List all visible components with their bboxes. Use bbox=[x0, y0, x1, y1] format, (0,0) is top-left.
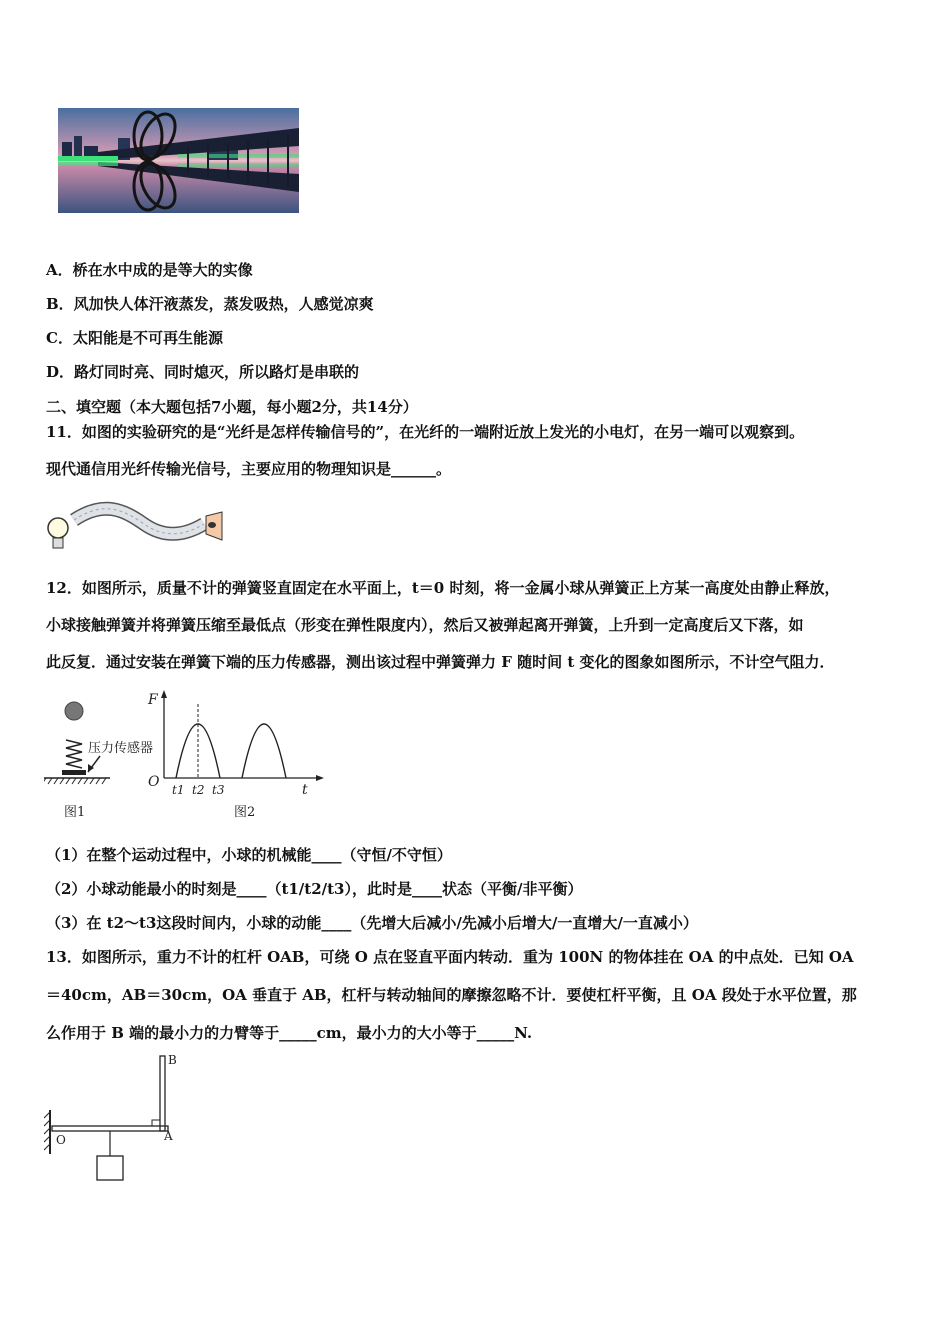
spring-figure bbox=[44, 690, 324, 826]
fig1-caption: 图1 bbox=[64, 805, 86, 820]
option-b: B．风加快人体汗液蒸发，蒸发吸热，人感觉凉爽 bbox=[46, 295, 374, 313]
q13-line2: ＝40cm，AB＝30cm，OA 垂直于 AB，杠杆与转动轴间的摩擦忽略不计．要使杠杆平衡，且 OA 段处于水平位置，那 bbox=[46, 986, 857, 1004]
bridge-photo bbox=[58, 108, 299, 213]
svg-text:t: t bbox=[302, 782, 308, 798]
q12-line2: 小球接触弹簧并将弹簧压缩至最低点（形变在弹性限度内），然后又被弹起离开弹簧，上升到一定高度后又下落，如 bbox=[46, 616, 804, 634]
metal-ball bbox=[65, 702, 83, 720]
q12-sub1: （1）在整个运动过程中，小球的机械能____（守恒/不守恒） bbox=[46, 846, 452, 864]
sensor-label: 压力传感器 bbox=[88, 741, 154, 756]
svg-text:O: O bbox=[148, 774, 160, 790]
svg-text:O: O bbox=[56, 1133, 66, 1147]
svg-text:t3: t3 bbox=[212, 783, 225, 797]
q12-sub2: （2）小球动能最小的时刻是____（t1/t2/t3），此时是____状态（平衡/非平衡） bbox=[46, 880, 583, 898]
svg-text:A: A bbox=[164, 1129, 173, 1143]
weight-block bbox=[97, 1156, 123, 1180]
light-bulb-icon bbox=[48, 518, 68, 538]
q13-line3: 么作用于 B 端的最小力的力臂等于_____cm，最小力的大小等于_____N. bbox=[46, 1024, 533, 1042]
option-a: A．桥在水中成的是等大的实像 bbox=[46, 261, 253, 279]
svg-text:t1: t1 bbox=[172, 783, 185, 797]
svg-text:F: F bbox=[148, 692, 158, 708]
q12-line3: 此反复．通过安装在弹簧下端的压力传感器，测出该过程中弹簧弹力 F 随时间 t 变化的图象如图所示，不计空气阻力． bbox=[46, 653, 835, 671]
q11-line1: 11．如图的实验研究的是“光纤是怎样传输信号的”，在光纤的一端附近放上发光的小电灯，在另一端可以观察到。 bbox=[46, 423, 805, 441]
q11-line2: 现代通信用光纤传输光信号，主要应用的物理知识是______。 bbox=[46, 460, 452, 478]
q12-line1: 12．如图所示，质量不计的弹簧竖直固定在水平面上，t＝0 时刻，将一金属小球从弹簧正上方某一高度处由静止释放， bbox=[46, 579, 840, 597]
fiber-optic-figure bbox=[44, 500, 224, 556]
fig2-caption: 图2 bbox=[234, 805, 256, 820]
svg-text:B: B bbox=[168, 1053, 177, 1067]
lever-figure bbox=[44, 1050, 184, 1182]
option-c: C．太阳能是不可再生能源 bbox=[46, 329, 223, 347]
option-d: D．路灯同时亮、同时熄灭，所以路灯是串联的 bbox=[46, 363, 360, 381]
svg-text:t2: t2 bbox=[192, 783, 205, 797]
q13-line1: 13．如图所示，重力不计的杠杆 OAB，可绕 O 点在竖直平面内转动．重为 100N 的物体挂在 OA 的中点处．已知 OA bbox=[46, 948, 854, 966]
section-heading: 二、填空题（本大题包括7小题，每小题2分，共14分） bbox=[46, 398, 418, 416]
q12-sub3: （3）在 t2～t3这段时间内，小球的动能____（先增大后减小/先减小后增大/一直增大/一直减小） bbox=[46, 914, 698, 932]
